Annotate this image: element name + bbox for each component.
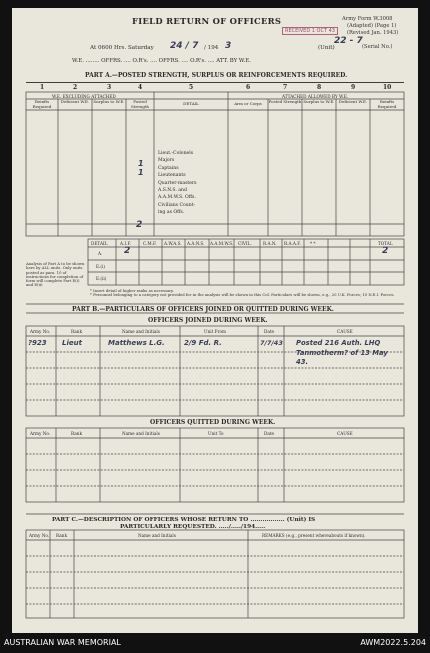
analysis-label: Analysis of Part A to be shown here by ALL units. Only units posted as para. 10 of instructions for completion of form will complete Part E(i) and E(ii) (26, 261, 85, 288)
rank-list: Lieut.-Colonels Majors Captains Lieutenants Quarter-masters A.S.N.S. and A.A.M.W.S. Offs. Civilians Count- ing as Offs. (158, 151, 197, 216)
hw-lieuts: 1 (138, 168, 144, 177)
att-group-header: ATTACHED ALLOWED BY W.E. (282, 94, 349, 99)
q-col-name: Name and Initials (122, 431, 160, 436)
col-num-3: 3 (107, 84, 112, 91)
hdr-att-reinfts: Reinfts Required (377, 99, 397, 109)
form-title: FIELD RETURN OF OFFICERS (132, 16, 282, 26)
col-num-7: 7 (283, 84, 288, 91)
hdr-detail: DETAIL (183, 101, 199, 106)
joined-title: OFFICERS JOINED DURING WEEK. (148, 317, 268, 324)
hw-date-joined: 7/7/43 (260, 339, 283, 347)
hw-part-a-total: 2 (136, 220, 143, 230)
c-col-rank: Rank (56, 533, 67, 538)
part-a-title: PART A.—POSTED STRENGTH, SURPLUS OR REINFORCEMENTS REQUIRED. (85, 72, 348, 79)
an-col-detail: DETAIL (91, 241, 108, 246)
hw-an-aif: 2 (124, 246, 131, 256)
part-b-title: PART B.—PARTICULARS OF OFFICERS JOINED OR QUITTED DURING WEEK. (72, 306, 334, 313)
c-col-name: Name and Initials (138, 533, 176, 538)
hdr-att-surplus: Surplus to W.E. (303, 99, 335, 104)
col-num-2: 2 (73, 84, 78, 91)
form-revised: (Revised Jan. 1943) (347, 30, 399, 36)
header-line1: At 0600 Hrs. Saturday (90, 45, 154, 51)
q-col-armyno: Army No. (30, 431, 51, 436)
an-col-aif: A.I.F. (120, 241, 131, 246)
hw-captains: 1 (138, 159, 144, 168)
q-col-unit: Unit To (208, 431, 224, 436)
hdr-posted: Posted Strength (131, 99, 149, 109)
j-col-armyno: Army No. (30, 329, 51, 334)
col-num-4: 4 (138, 84, 143, 91)
j-col-name: Name and Initials (122, 329, 160, 334)
col-num-1: 1 (40, 84, 45, 91)
header-date-suffix: / 194 (204, 45, 219, 51)
form-sheet (12, 8, 418, 633)
serial-label: (Serial No.) (362, 44, 393, 50)
hdr-att-deficient: Deficient W.E. (338, 99, 368, 104)
j-col-date: Date (264, 329, 275, 334)
an-row-eii: E.(ii) (96, 276, 107, 281)
an-col-aamws: A.A.M.W.S. (210, 241, 234, 246)
c-col-armyno: Army No. (29, 533, 50, 538)
analysis-note-1: * Insert detail of higher ranks as necessary. (90, 288, 174, 293)
analysis-note-2: * Personnel belonging to a category not provided for in the analysis will be shown in this Col. Particulars will be shown, e.g., 20 U.K. Forces; 10 N.E.I. Forces. (90, 292, 395, 297)
q-col-cause: CAUSE (337, 431, 353, 436)
c-col-remarks: REMARKS (e.g., present whereabouts if known). (262, 533, 366, 538)
j-col-unit: Unit From (204, 329, 226, 334)
col-num-9: 9 (351, 84, 356, 91)
an-col-other: * * (310, 241, 316, 246)
hw-rank: Lieut (62, 339, 82, 347)
col-num-6: 6 (246, 84, 251, 91)
form-adapted: (Adapted) (Page 1) (347, 23, 397, 29)
form-number: Army Form W.3008 (342, 16, 393, 22)
q-col-rank: Rank (71, 431, 82, 436)
hdr-deficient: Deficient W.E. (60, 99, 90, 104)
received-stamp: RECEIVED 1 OCT 43 (282, 27, 338, 35)
hw-an-total: 2 (382, 246, 389, 256)
j-col-cause: CAUSE (337, 329, 353, 334)
an-col-aans: A.A.N.S. (187, 241, 205, 246)
part-c-title-2: PARTICULARLY REQUESTED. ...../...../194..... (120, 524, 266, 530)
an-col-awas: A.W.A.S. (164, 241, 182, 246)
footer-left: AUSTRALIAN WAR MEMORIAL (4, 638, 121, 647)
hw-army-no: ?923 (28, 339, 47, 347)
quitted-title: OFFICERS QUITTED DURING WEEK. (150, 419, 276, 426)
col-num-8: 8 (317, 84, 322, 91)
an-row-a: A. (98, 251, 103, 256)
hw-name: Matthews L.G. (108, 339, 165, 347)
an-col-total: TOTAL (378, 241, 393, 246)
hw-unit-from: 2/9 Fd. R. (184, 339, 222, 347)
part-c-title-1: PART C.—DESCRIPTION OF OFFICERS WHOSE RETURN TO ................. (Unit) IS (52, 517, 316, 523)
an-col-ran: R.A.N. (263, 241, 277, 246)
footer-right: AWM2022.5.204 (360, 638, 426, 647)
we-group-header: W.E. EXCLUDING ATTACHED (52, 94, 116, 99)
unit-label: (Unit) (318, 45, 335, 51)
j-col-rank: Rank (71, 329, 82, 334)
q-col-date: Date (264, 431, 275, 436)
hw-serial: 22 - 7 (334, 36, 363, 46)
hw-date: 24 / 7 (170, 41, 199, 51)
an-col-raaf: R.A.A.F. (284, 241, 301, 246)
an-col-civil: CIVIL. (238, 241, 252, 246)
col-num-5: 5 (189, 84, 194, 91)
hdr-reinfts: Reinfts Required (32, 99, 52, 109)
hw-year: 3 (225, 41, 232, 51)
hdr-surplus: Surplus to W.E. (93, 99, 125, 104)
hw-cause: Posted 216 Auth. LHQ Tanmotherm? of 13 May 43. (296, 339, 388, 366)
hdr-att-posted: Posted Strength (268, 99, 302, 104)
col-num-10: 10 (383, 84, 392, 91)
an-col-cmf: C.M.F. (143, 241, 157, 246)
hdr-arm: Arm or Corps (234, 101, 262, 106)
an-row-ei: E.(i) (96, 264, 105, 269)
header-line2: W.E. ........ OFFRS. .... O.R's. .... OFFRS. .... O.R's. .... ATT. BY W.E. (72, 58, 251, 64)
